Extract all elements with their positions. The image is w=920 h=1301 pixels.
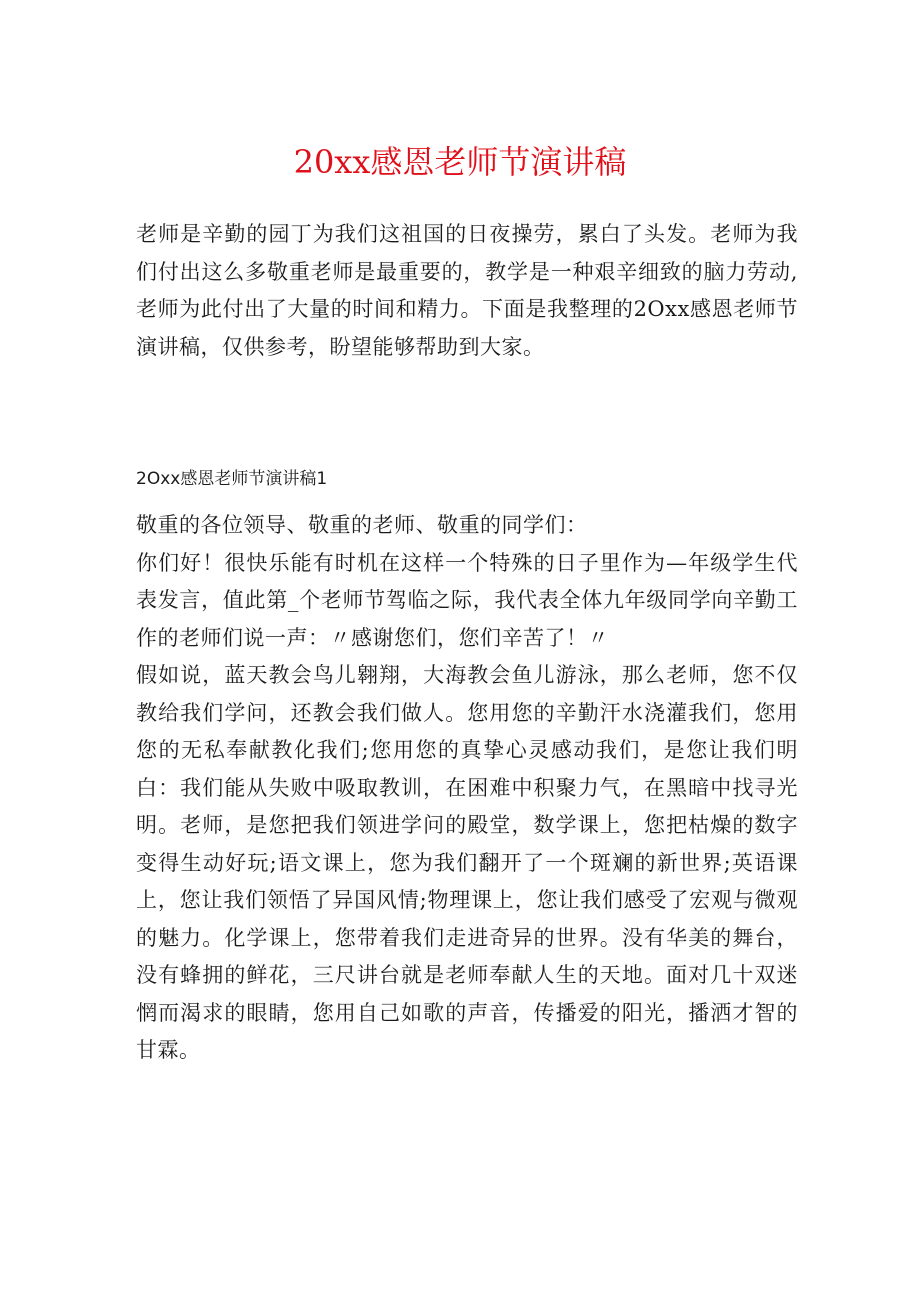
main-paragraph: 假如说，蓝天教会鸟儿翱翔，大海教会鱼儿游泳，那么老师，您不仅教给我们学问，还教会我们做人。您用您的辛勤汗水浇灌我们，您用您的无私奉献教化我们;您用您的真挚心灵感动我们，是您让我们明白：我们能从失败中吸取教训，在困难中积聚力气，在黑暗中找寻光明。老师，是您把我们领进学问的殿堂，数学课上，您把枯燥的数字变得生动好玩;语文课上，您为我们翻开了一个斑斓的新世界;英语课上，您让我们领悟了异国风情;物理课上，您让我们感受了宏观与微观的魅力。化学课上，您带着我们走进奇异的世界。没有华美的舞台，没有蜂拥的鲜花，三尺讲台就是老师奉献人生的天地。面对几十双迷惘而渴求的眼睛，您用自己如歌的声音，传播爱的阳光，播洒才智的甘霖。	[136, 663, 798, 1062]
speech-body	[136, 507, 798, 1070]
salutation-paragraph: 敬重的各位领导、敬重的老师、敬重的同学们：	[136, 513, 588, 537]
intro-paragraph	[136, 216, 798, 366]
section-heading: 2Oxx感恩老师节演讲稿1	[136, 469, 328, 489]
document-title: 20xx感恩老师节演讲稿	[293, 143, 627, 181]
greeting-paragraph: 你们好！很快乐能有时机在这样一个特殊的日子里作为—年级学生代表发言，值此第_个老师节驾临之际，我代表全体九年级同学向辛勤工作的老师们说一声：〃感谢您们，您们辛苦了！〃	[136, 550, 798, 650]
intro-text: 老师是辛勤的园丁为我们这祖国的日夜操劳，累白了头发。老师为我们付出这么多敬重老师是最重要的，教学是一种艰辛细致的脑力劳动,老师为此付出了大量的时间和精力。下面是我整理的2Oxx感恩老师节演讲稿，仅供参考，盼望能够帮助到大家。	[136, 222, 798, 359]
